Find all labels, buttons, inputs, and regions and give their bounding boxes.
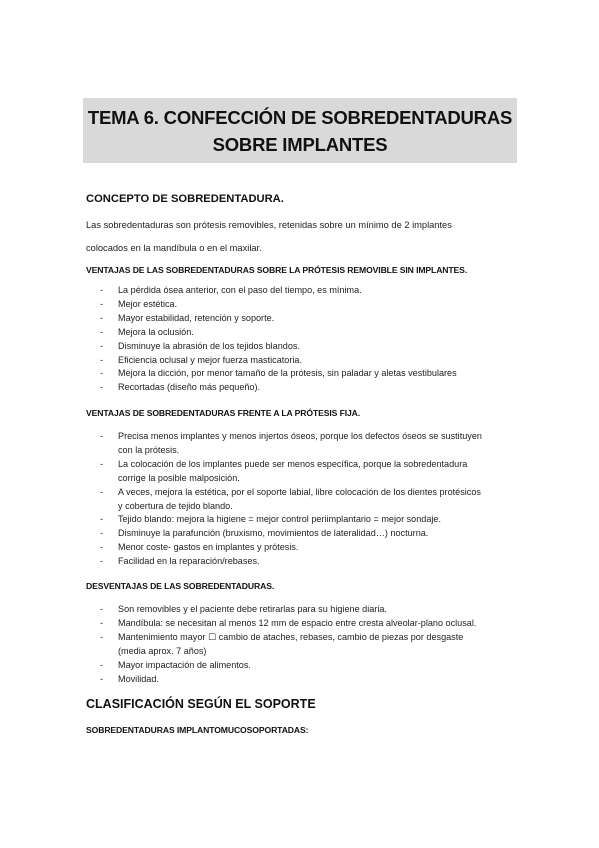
list-item-text: Menor coste- gastos en implantes y prótesis. <box>118 542 299 553</box>
clasificacion-subheading: SOBREDENTADURAS IMPLANTOMUCOSOPORTADAS: <box>86 725 309 735</box>
list-item-text: con la prótesis. <box>118 444 180 455</box>
bullet-dash: - <box>100 617 104 628</box>
bullet-dash: - <box>100 458 104 469</box>
list-item <box>86 326 516 340</box>
list-item-text: A veces, mejora la estética, por el soporte labial, libre colocación de los dientes protésicos <box>118 486 481 497</box>
list-item-text: Son removibles y el paciente debe retirarlas para su higiene diaria. <box>118 604 387 614</box>
list-item <box>86 486 516 514</box>
bullet-dash: - <box>100 354 104 365</box>
bullet-dash: - <box>100 556 104 567</box>
list-item-text: Mantenimiento mayor ☐ cambio de ataches, rebases, cambio de piezas por desgaste <box>118 631 464 642</box>
ventajas-fija-list <box>86 430 516 569</box>
bullet-dash: - <box>100 542 104 553</box>
list-item-text: corrige la posible malposición. <box>118 472 240 483</box>
list-item-text: y cobertura de tejido blando. <box>118 500 233 511</box>
list-item <box>86 603 516 617</box>
list-item <box>86 354 516 368</box>
list-item-text: Tejido blando: mejora la higiene = mejor control periimplantario = mejor sondaje. <box>118 514 442 525</box>
title-line-2: SOBRE IMPLANTES <box>212 133 388 155</box>
clasificacion-heading: CLASIFICACIÓN SEGÚN EL SOPORTE <box>86 697 316 711</box>
list-item-text: Eficiencia oclusal y mejor fuerza masticatoria. <box>118 354 302 365</box>
list-item <box>86 617 516 631</box>
list-item-text: Disminuye la parafunción (bruxismo, movimientos de lateralidad…) nocturna. <box>118 528 429 539</box>
bullet-dash: - <box>100 340 104 351</box>
list-item <box>86 284 516 298</box>
desventajas-list <box>86 603 516 686</box>
list-item <box>86 381 516 395</box>
ventajas-removible-list <box>86 284 516 395</box>
list-item-text: Mayor estabilidad, retención y soporte. <box>118 312 275 323</box>
list-item <box>86 430 516 458</box>
list-item <box>86 673 516 687</box>
bullet-dash: - <box>100 486 104 497</box>
list-item <box>86 340 516 354</box>
bullet-dash: - <box>100 673 104 684</box>
bullet-dash: - <box>100 285 104 295</box>
title-line-1: TEMA 6. CONFECCIÓN DE SOBREDENTADURAS <box>87 106 513 128</box>
list-item-text: Mandíbula: se necesitan al menos 12 mm de espacio entre cresta alveolar-plano oclusal. <box>118 617 477 628</box>
list-item <box>86 527 516 541</box>
bullet-dash: - <box>100 631 104 642</box>
list-item-text: Mayor impactación de alimentos. <box>118 659 251 670</box>
bullet-dash: - <box>100 312 104 323</box>
title-banner <box>83 98 517 163</box>
list-item <box>86 555 516 569</box>
bullet-dash: - <box>100 368 104 379</box>
ventajas-fija-heading: VENTAJAS DE SOBREDENTADURAS FRENTE A LA PRÓTESIS FIJA. <box>86 408 361 418</box>
bullet-dash: - <box>100 382 104 393</box>
list-item <box>86 541 516 555</box>
desventajas-heading: DESVENTAJAS DE LAS SOBREDENTADURAS. <box>86 581 275 591</box>
list-item-text: La colocación de los implantes puede ser menos específica, porque la sobredentadura <box>118 458 468 469</box>
bullet-dash: - <box>100 431 104 441</box>
concept-line-1: Las sobredentaduras son prótesis removibles, retenidas sobre un mínimo de 2 implantes <box>86 220 452 230</box>
list-item-text: Precisa menos implantes y menos injertos óseos, porque los defectos óseos se sustituyen <box>118 431 482 441</box>
list-item <box>86 367 516 381</box>
bullet-dash: - <box>100 659 104 670</box>
ventajas-removible-heading: VENTAJAS DE LAS SOBREDENTADURAS SOBRE LA PRÓTESIS REMOVIBLE SIN IMPLANTES. <box>86 265 468 275</box>
list-item <box>86 513 516 527</box>
list-item-text: (media aprox. 7 años) <box>118 645 207 656</box>
list-item-text: Facilidad en la reparación/rebases. <box>118 556 260 567</box>
bullet-dash: - <box>100 528 104 539</box>
list-item <box>86 458 516 486</box>
list-item-text: Recortadas (diseño más pequeño). <box>118 382 261 393</box>
list-item <box>86 659 516 673</box>
bullet-dash: - <box>100 604 104 614</box>
bullet-dash: - <box>100 298 104 309</box>
concept-line-2: colocados en la mandíbula o en el maxilar. <box>86 243 262 253</box>
list-item-text: Mejora la dicción, por menor tamaño de la prótesis, sin paladar y aletas vestibulares <box>118 368 457 379</box>
list-item-text: Movilidad. <box>118 673 159 684</box>
list-item <box>86 312 516 326</box>
list-item-text: Mejor estética. <box>118 298 178 309</box>
bullet-dash: - <box>100 326 104 337</box>
list-item <box>86 631 516 659</box>
list-item-text: Disminuye la abrasión de los tejidos blandos. <box>118 340 300 351</box>
list-item-text: La pérdida ósea anterior, con el paso del tiempo, es mínima. <box>118 285 362 295</box>
list-item <box>86 298 516 312</box>
concept-heading: CONCEPTO DE SOBREDENTADURA. <box>86 193 284 205</box>
list-item-text: Mejora la oclusión. <box>118 326 194 337</box>
bullet-dash: - <box>100 514 104 525</box>
